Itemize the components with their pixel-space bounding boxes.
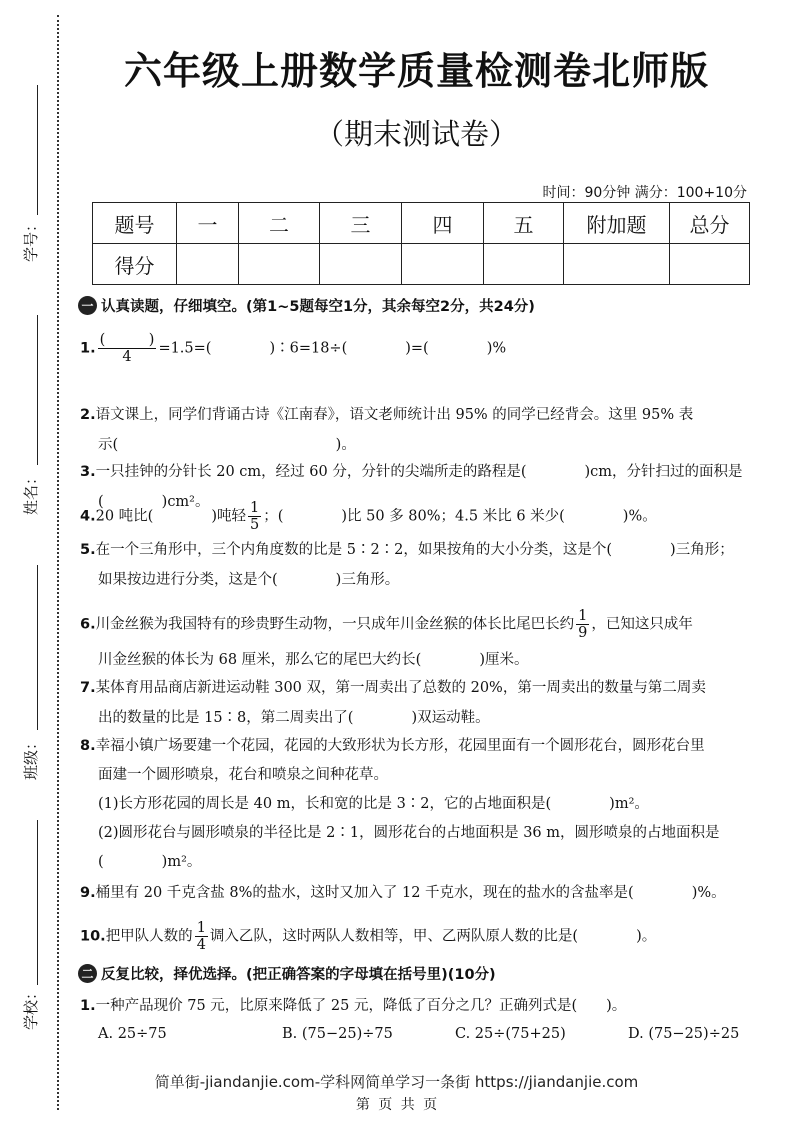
question-text: =1.5=( )∶6=18÷( )=( )% [158,340,507,357]
table-header: 附加题 [564,203,670,244]
table-header-row [93,203,750,244]
fraction [248,500,261,533]
section-2-heading [78,963,496,984]
option-b: B. (75−25)÷75 [282,1026,393,1042]
question-7-cont: 出的数量的比是 15∶8，第二周卖出了( )双运动鞋。 [98,710,490,726]
page-title: 六年级上册数学质量检测卷北师版 [123,49,709,93]
question-text: 桶里有 20 千克含盐 8%的盐水，这时又加入了 12 千克水，现在的盐水的含盐率是( )%。 [95,885,726,901]
table-header: 三 [320,203,402,244]
question-text: 川金丝猴为我国特有的珍贵野生动物，一只成年川金丝猴的体长比尾巴长约 [95,616,575,633]
question-8 [80,736,705,756]
section-1-heading [78,295,535,316]
score-cell[interactable] [484,244,564,285]
student-id-label: 学号： [22,216,40,262]
question-10 [80,920,656,953]
class-label: 班级： [22,734,40,780]
numerator: ( ) [99,332,155,348]
table-header: 四 [402,203,484,244]
denominator: 5 [249,517,260,533]
question-number: 6. [80,616,96,633]
fraction [98,332,157,365]
question-text: 20 吨比( )吨轻 [95,508,246,525]
question-number: 4. [80,508,96,525]
question-text: 一种产品现价 75 元，比原来降低了 25 元，降低了百分之几？正确列式是( )。 [95,998,627,1014]
question-text: 在一个三角形中，三个内角度数的比是 5∶2∶2，如果按角的大小分类，这是个( )三角形； [95,542,734,558]
question-8-sub-2: (2)圆形花台与圆形喷泉的半径比是 2∶1，圆形花台的占地面积是 36 m，圆形喷泉的占地面积是 [98,825,720,841]
question-number: 2. [80,407,96,423]
question-8-cont: 面建一个圆形喷泉，花台和喷泉之间种花草。 [98,767,388,783]
table-header: 五 [484,203,564,244]
name-label: 姓名： [22,469,40,515]
denominator: 4 [196,937,206,953]
score-cell[interactable] [670,244,750,285]
question-text: 幸福小镇广场要建一个花园，花园的大致形状为长方形，花园里面有一个圆形花台，圆形花台里 [95,738,705,754]
school-line[interactable] [37,820,38,985]
denominator: 9 [578,625,588,641]
question-2 [80,405,693,425]
question-text: 一只挂钟的分针长 20 cm，经过 60 分，分针的尖端所走的路程是( )cm，分针扫过的面积是 [95,464,743,480]
question-text: ，已知这只成年 [591,616,693,633]
question-text: 某体育用品商店新进运动鞋 300 双，第一周卖出了总数的 20%，第一周卖出的数量与第二周卖 [95,680,706,696]
section-title: 反复比较，择优选择。(把正确答案的字母填在括号里)(10分) [101,967,496,983]
question-number: 1. [80,998,96,1014]
option-c: C. 25÷(75+25) [455,1026,566,1042]
question-number: 7. [80,680,96,696]
question-number: 1. [80,340,96,357]
time-info: 时间：90分钟 满分：100+10分 [542,185,747,201]
question-1 [80,332,506,365]
question-8-sub-1: (1)长方形花园的周长是 40 m，长和宽的比是 3∶2，它的占地面积是( )m²。 [98,796,649,812]
score-cell[interactable] [177,244,239,285]
section-number-badge: 二 [78,964,97,983]
question-3-cont: ( )cm²。 [98,494,210,510]
page-number: 第 页 共 页 [355,1097,438,1113]
question-6-cont: 川金丝猴的体长为 68 厘米，那么它的尾巴大约长( )厘米。 [98,652,529,668]
numerator: 1 [196,920,206,936]
table-header: 总分 [670,203,750,244]
score-cell[interactable] [239,244,320,285]
fraction [576,608,589,641]
question-8-sub-2-cont: ( )m²。 [98,854,202,870]
question-number: 5. [80,542,96,558]
question-text: 语文课上，同学们背诵古诗《江南春》，语文老师统计出 95% 的同学已经背会。这里 95% 表 [95,407,694,423]
question-5-cont: 如果按边进行分类，这是个( )三角形。 [98,572,400,588]
question-3 [80,462,743,482]
question-4 [80,500,657,533]
section-number-badge: 一 [78,296,97,315]
binding-dotted-line [57,15,59,1110]
name-line[interactable] [37,315,38,465]
question-5 [80,540,734,560]
question-9 [80,883,726,903]
score-cell[interactable] [320,244,402,285]
question-text: ；( )比 50 多 80%；4.5 米比 6 米少( )%。 [263,508,657,525]
numerator: 1 [578,608,588,624]
question-number: 3. [80,464,96,480]
question-number: 9. [80,885,96,901]
score-table [92,202,750,285]
question-text: 把甲队人数的 [105,928,193,945]
section-title: 认真读题，仔细填空。(第1~5题每空1分，其余每空2分，共24分) [101,299,535,315]
table-header: 一 [177,203,239,244]
question-7 [80,678,706,698]
footer-watermark: 简单街-jiandanjie.com-学科网简单学习一条街 https://jiandanjie.com [154,1073,639,1091]
score-row-label: 得分 [93,244,177,285]
option-a: A. 25÷75 [98,1026,167,1042]
denominator: 4 [122,349,132,365]
section-2-question-1 [80,996,626,1016]
option-d: D. (75−25)÷25 [628,1026,740,1042]
question-number: 10. [80,928,106,945]
question-6 [80,608,693,641]
table-header: 二 [239,203,320,244]
table-header: 题号 [93,203,177,244]
page-subtitle: （期末测试卷） [314,117,518,151]
score-row [93,244,750,285]
class-line[interactable] [37,565,38,730]
question-text: 调入乙队，这时两队人数相等，甲、乙两队原人数的比是( )。 [209,928,657,945]
score-cell[interactable] [564,244,670,285]
score-cell[interactable] [402,244,484,285]
fraction [195,920,208,953]
question-2-cont: 示( )。 [98,437,356,453]
question-number: 8. [80,738,96,754]
numerator: 1 [249,500,260,516]
school-label: 学校： [22,984,40,1030]
